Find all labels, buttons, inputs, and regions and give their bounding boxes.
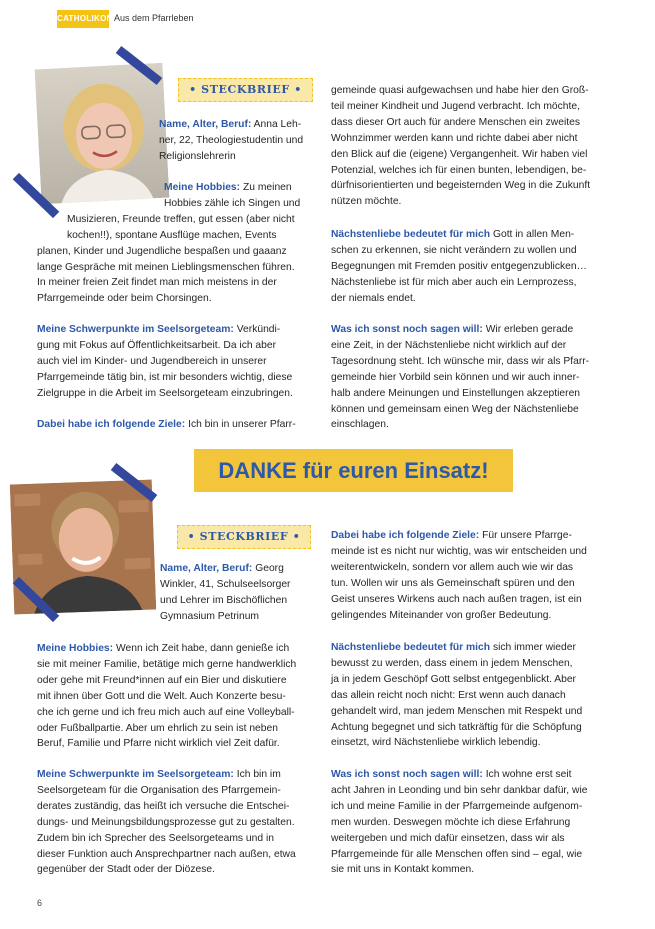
profile1-name: Name, Alter, Beruf: Anna Leh- ner, 22, Theologiestudentin und Religionslehrerin — [159, 119, 304, 162]
magazine-logo — [57, 10, 113, 28]
profile2-goals: Dabei habe ich folgende Ziele: Für unsere Pfarrge- meinde ist es nicht nur wichtig, was wir entscheiden und weiterentwickeln, sondern vor allem auch wie wir das tun. Wollen wir uns als Gemeinschaft spüren und den Geist unseres Wirkens auch nach außen tragen, ist ein gelingendes Miteinander von großer Bedeutung. — [331, 530, 587, 621]
thank-you-text: DANKE für euren Einsatz! — [218, 458, 489, 483]
page-number: 6 — [37, 898, 43, 908]
profile2-else: Was ich sonst noch sagen will: Ich wohne erst seit acht Jahren in Leonding und bin sehr dankbar dafür, wie ich und meine Familie in der Pfarrgemeinde aufgenom- men wurden. Deswegen möchte ich diese Erfahrung weitergeben und mich dafür einsetzen, dass wir als Pfarrgemeinde für alle Menschen offen sind – egal, wie sie mit uns in Kontakt kommen. — [331, 769, 588, 876]
steckbrief-badge: • STECKBRIEF • — [178, 78, 313, 102]
profile1-else: Was ich sonst noch sagen will: Wir erleben gerade eine Zeit, in der Nächstenliebe nicht wirklich auf der Tagesordnung steht. Ich wünsche mir, dass wir als Pfarr- gemeinde hier Vorbild sein können und wir auch inner- halb andere Meinungen und Einstellungen akzeptieren können und gemeinsam einen Weg der Nächstenliebe einschlagen. — [331, 324, 590, 431]
profile2-love: Nächstenliebe bedeutet für mich sich immer wieder bewusst zu werden, dass einem in jedem Menschen, ja in jedem Geschöpf Gott selbst entgegenblickt. Aber das allein reicht noch nicht: Erst wenn auch danach gehandelt wird, man jedem Menschen mit Respekt und Achtung begegnet und sich tatkräftig für die Schöpfung einsetzt, wird Nächstenliebe wirklich lebendig. — [331, 642, 583, 749]
profile1-hobbies: Meine Hobbies: Zu meinen Hobbies zähle ich Singen und Musizieren, Freunde treffen, gut essen (aber nicht kochen!!), spontane Ausflüge machen, Events planen, Kinder und Jugendliche bespaßen und gaaanz lange Gespräche mit meinen Lieblingsmenschen führen. In meiner freien Zeit findet man mich meistens in der Pfarrgemeinde oder beim Chorsingen. — [37, 182, 301, 305]
profile2-hobbies: Meine Hobbies: Wenn ich Zeit habe, dann genieße ich sie mit meiner Familie, betätige mich gerne handwerklich oder gehe mit Freund*innen auf ein Bier und diskutiere mit ihnen über Gott und die Welt. Auch Konzerte besu- che ich gerne und ich freu mich auch auf eine Volleyball- oder Fußballpartie. Aber um ehrlich zu sein ist neben Beruf, Familie und Pfarre nicht wirklich viel Zeit dafür. — [37, 643, 297, 750]
profile1-love: Nächstenliebe bedeutet für mich Gott in allen Men- schen zu erkennen, sie nicht verändern zu wollen und Begegnungen mit Fremden positiv entgegenzublicken… Nächstenliebe ist für mich aber auch ein Lernprozess, der niemals endet. — [331, 229, 587, 304]
profile2-focus: Meine Schwerpunkte im Seelsorgeteam: Ich bin im Seelsorgeteam für die Organisation des Pfarrgemein- derates zuständig, das heißt ich versuche die Entschei- dungs- und Meinungsbildungsprozesse gut zu gestalten. Zudem bin ich Sprecher des Seelsorgeteams und in dieser Funktion auch Ansprechpartner nach außen, etwa gegenüber der Stadt oder der Diözese. — [37, 769, 296, 876]
profile1-goals-start: Dabei habe ich folgende Ziele: Ich bin in unserer Pfarr- — [37, 419, 296, 430]
magazine-logo-text: CATHOLIKON — [57, 14, 113, 23]
steckbrief-badge: • STECKBRIEF • — [177, 525, 311, 549]
profile1-focus: Meine Schwerpunkte im Seelsorgeteam: Verkündi- gung mit Fokus auf Öffentlichkeitsarbeit. Da ich aber auch viel im Kinder- und Jugendbereich in unserer Pfarrgemeinde tätig bin, ist mir besonders wichtig, diese Zielgruppe in die Arbeit im Seelsorgeteam einzubringen. — [37, 324, 293, 399]
profile2-name: Name, Alter, Beruf: Georg Winkler, 41, Schulseelsorger und Lehrer im Bischöflichen Gymnasium Petrinum — [160, 563, 291, 622]
thank-you-banner — [194, 449, 513, 492]
profile1-goals-cont: gemeinde quasi aufgewachsen und habe hier den Groß- teil meiner Kindheit und Jugend verbracht. Ich möchte, dass dieser Ort auch für andere Menschen ein zweites Wohnzimmer werden kann und richte dabei aber nicht den Blick auf die (eigene) Vergangenheit. Wir haben viel Potenzial, welches ich für einen bunten, lebendigen, be- dürfnisorientierten und begeisternden Weg in die Zukunft nützen möchte. — [331, 85, 591, 208]
section-title: Aus dem Pfarrleben — [114, 13, 194, 23]
